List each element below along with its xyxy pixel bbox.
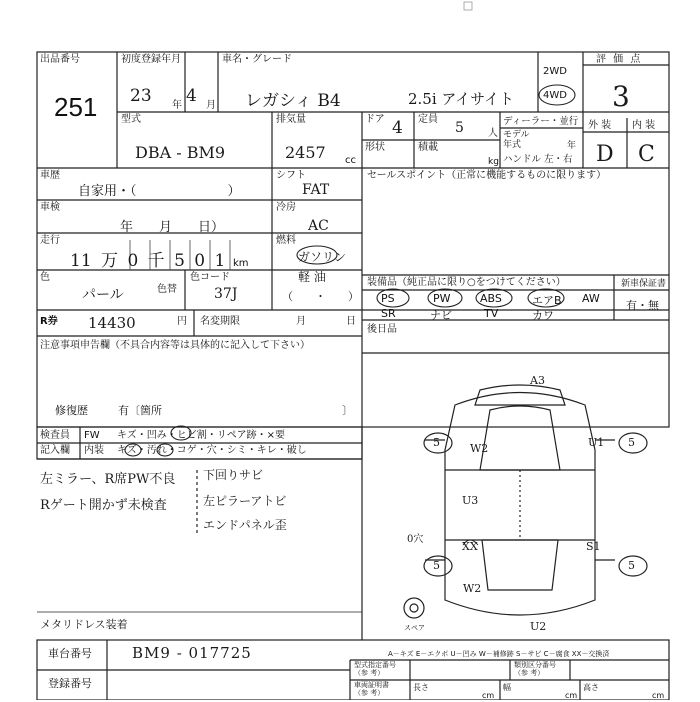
- after-items-label: 後日品: [367, 324, 397, 335]
- displacement-label: 排気量: [276, 114, 306, 125]
- remark-2: Rゲート開かず未検査: [40, 498, 167, 513]
- model-name: レガシィ B4: [245, 91, 341, 111]
- equipment-pw: PW: [433, 292, 451, 305]
- equipment-airbag: エアB: [532, 294, 562, 307]
- dealer-label: ディーラー・並行: [503, 116, 579, 127]
- overall-score: 3: [612, 80, 630, 113]
- inspector-label: 検査員: [40, 430, 70, 441]
- fuel-label: 燃料: [276, 235, 296, 246]
- equipment-ps: PS: [381, 292, 395, 305]
- km-unit: km: [233, 258, 249, 269]
- color-label: 色: [40, 272, 50, 283]
- capacity-label: 定員: [418, 114, 438, 125]
- registration-year: 23: [130, 86, 152, 106]
- fuel-value: ガソリン: [298, 250, 347, 264]
- width-label: 幅: [503, 683, 511, 692]
- length-unit: cm: [482, 691, 495, 700]
- equipment-leather: カワ: [532, 309, 554, 322]
- capacity-value: 5: [455, 120, 464, 136]
- lot-number-label: 出品番号: [40, 54, 80, 65]
- mileage-label: 走行: [40, 235, 60, 246]
- repair-history-value: 有〔箇所: [118, 404, 162, 417]
- chassis-label: 車台番号: [48, 647, 92, 660]
- equipment-abs: ABS: [480, 292, 502, 305]
- equipment-sr: SR: [381, 307, 396, 320]
- month-unit: 月: [206, 100, 216, 111]
- lot-number: 251: [54, 92, 98, 122]
- certificate-label: 車両証明書 （参 考）: [354, 681, 389, 697]
- inspector-entry-label: 記入欄: [40, 445, 70, 456]
- sales-point-label: セールスポイント（正常に機能するものに限ります）: [367, 170, 607, 181]
- year-unit: 年: [172, 100, 182, 111]
- mark-hole: 0穴: [407, 534, 424, 545]
- exterior-label: 外 装: [588, 120, 612, 131]
- mark-u1: U1: [588, 436, 605, 449]
- registration-month: 4: [186, 86, 197, 106]
- shift-value: FAT: [302, 182, 330, 198]
- tire-rr: 5: [628, 559, 635, 572]
- shape-label: 形状: [365, 142, 385, 153]
- mileage-value: 11 万 0 千 5 0 1: [70, 251, 226, 271]
- exterior-grade: D: [596, 142, 614, 167]
- damage-legend: A－キズ E－エクボ U－凹み W－補修跡 S－サビ C－腐食 XX－交換済: [388, 650, 610, 658]
- grade-name: 2.5i アイサイト: [408, 90, 515, 108]
- tire-fl: 5: [433, 436, 440, 449]
- model-year-unit: 年: [567, 141, 577, 151]
- fw-items: キズ・凹み・ヒビ割・リペア跡・×要: [117, 430, 285, 441]
- color-change-label: 色替: [157, 284, 177, 295]
- mark-u3: U3: [462, 494, 479, 507]
- mark-w2-rear: W2: [463, 582, 482, 595]
- door-label: ドア: [365, 114, 385, 125]
- remark-5: エンドパネル歪: [203, 518, 287, 532]
- equipment-aw: AW: [582, 292, 600, 305]
- kg-unit: kg: [488, 157, 499, 167]
- bottom-note: メタリドレス装着: [40, 618, 128, 631]
- interior-grade: C: [638, 142, 655, 167]
- expiry-month: 月: [296, 316, 306, 327]
- first-registration-label: 初度登録年月: [121, 54, 181, 65]
- color-code-label: 色コード: [190, 272, 230, 283]
- interior-label: 内 装: [632, 120, 656, 131]
- recycle-label: R券: [40, 316, 58, 327]
- type-label: 型式: [121, 114, 141, 125]
- spare-label: スペア: [404, 624, 425, 632]
- repair-history-label: 修復歴: [55, 404, 88, 417]
- aircon-label: 冷房: [276, 202, 296, 213]
- door-value: 4: [392, 118, 403, 138]
- history-value: 自家用・（ ）: [78, 184, 241, 199]
- equipment-label: 装備品（純正品に限り○をつけてください）: [367, 277, 566, 288]
- remark-3: 下回りサビ: [203, 468, 264, 482]
- color-code-value: 37J: [214, 286, 238, 302]
- remark-1: 左ミラー、R席PW不良: [40, 472, 176, 487]
- registration-label: 登録番号: [48, 677, 92, 690]
- height-unit: cm: [652, 691, 665, 700]
- color-value: パール: [82, 287, 124, 303]
- warranty-label: 新車保証書: [621, 279, 667, 289]
- fuel-paren: （ ・ ）: [282, 290, 359, 303]
- warranty-value: 有・無: [626, 299, 659, 312]
- loading-label: 積載: [418, 142, 438, 153]
- shift-label: シフト: [276, 170, 306, 181]
- yen-unit: 円: [177, 316, 187, 327]
- person-unit: 人: [488, 128, 498, 139]
- score-label: 評 価 点: [596, 54, 643, 65]
- width-unit: cm: [565, 691, 578, 700]
- mark-s1: S1: [586, 540, 601, 553]
- interior-items: キズ・汚れ・コゲ・穴・シミ・キレ・破し: [117, 445, 307, 456]
- mark-a3: A3: [530, 374, 545, 387]
- inspection-label: 車検: [40, 202, 60, 213]
- drive-2wd: 2WD: [543, 66, 567, 77]
- type-value: DBA - BM9: [135, 143, 226, 162]
- tire-fr: 5: [628, 436, 635, 449]
- cc-unit: cc: [345, 155, 356, 166]
- inspection-value: 年 月 日）: [120, 220, 225, 235]
- handle-label: ハンドル 左・右: [503, 154, 573, 165]
- fw-label: FW: [84, 430, 100, 441]
- history-label: 車歴: [40, 170, 60, 181]
- model-year-label: モデル 年式: [503, 130, 530, 150]
- remark-4: 左ピラーアトビ: [203, 494, 287, 508]
- aircon-value: AC: [308, 218, 329, 234]
- displacement-value: 2457: [285, 143, 326, 162]
- recycle-value: 14430: [88, 314, 136, 332]
- chassis-number: BM9 - 017725: [132, 644, 252, 662]
- expiry-day: 日: [346, 316, 356, 327]
- interior-sub-label: 内装: [84, 445, 104, 456]
- fuel-alt: 軽 油: [298, 270, 326, 284]
- length-label: 長さ: [413, 683, 429, 692]
- tire-rl: 5: [433, 559, 440, 572]
- height-label: 高さ: [583, 683, 599, 692]
- classification-label: 類別区分番号 （参 考）: [514, 661, 556, 677]
- notes-label: 注意事項申告欄（不具合内容等は具体的に記入して下さい）: [40, 340, 310, 351]
- repair-history-end: 〕: [342, 404, 353, 417]
- mark-w2-front: W2: [470, 442, 489, 455]
- drive-4wd: 4WD: [543, 90, 567, 101]
- model-grade-label: 車名・グレード: [222, 54, 292, 65]
- designation-label: 型式指定番号 （参 考）: [354, 661, 396, 677]
- equipment-tv: TV: [484, 307, 499, 320]
- expiry-label: 名変期限: [200, 316, 240, 327]
- mark-u2: U2: [530, 620, 547, 633]
- mark-xx: XX: [462, 540, 478, 553]
- equipment-navi: ナビ: [430, 309, 452, 322]
